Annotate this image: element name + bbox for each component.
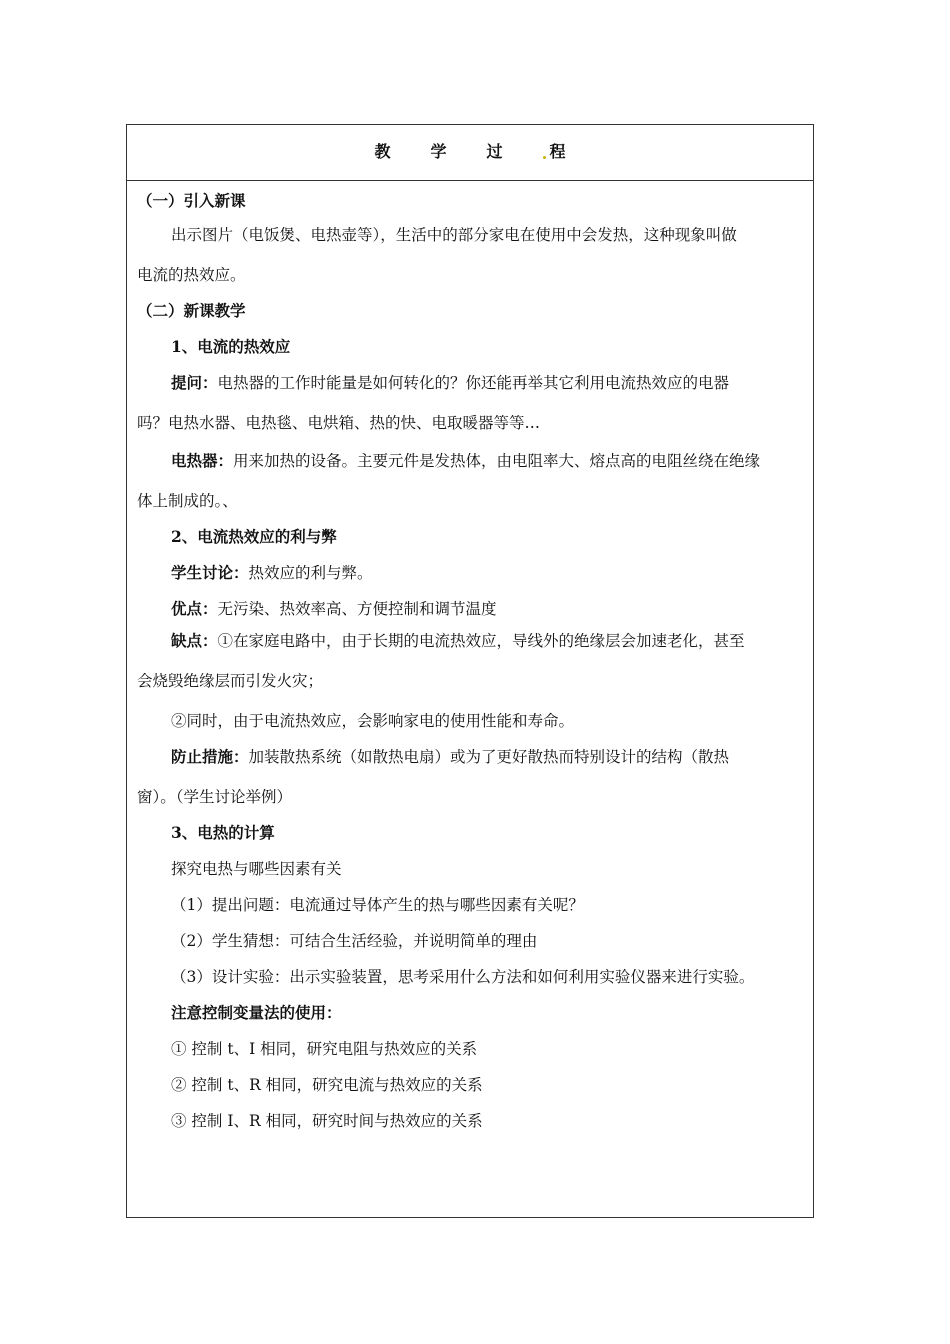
paragraph: ②同时，由于电流热效应，会影响家电的使用性能和寿命。 <box>171 712 575 730</box>
title-char: 学 <box>430 142 447 161</box>
paragraph <box>171 563 803 583</box>
paragraph-text: 无污染、热效率高、方便控制和调节温度 <box>217 600 497 618</box>
paragraph: 出示图片（电饭煲、电热壶等），生活中的部分家电在使用中会发热，这种现象叫做 <box>171 226 737 244</box>
paragraph: 电流的热效应。 <box>137 266 246 284</box>
list-item: （3）设计实验：出示实验装置，思考采用什么方法和如何利用实验仪器来进行实验。 <box>171 968 755 986</box>
paragraph: 会烧毁绝缘层而引发火灾； <box>137 672 324 690</box>
subheading: 注意控制变量法的使用： <box>171 1003 342 1022</box>
paragraph: 窗）。（学生讨论举例） <box>137 788 293 806</box>
paragraph-text: ①在家庭电路中，由于长期的电流热效应，导线外的绝缘层会加速老化，甚至 <box>217 632 745 650</box>
paragraph <box>171 451 803 471</box>
title-char: 程 <box>543 139 566 162</box>
subheading: 3、电热的计算 <box>171 823 275 842</box>
paragraph <box>171 599 803 619</box>
title-char: 教 <box>374 142 391 161</box>
list-item: ② 控制 t、R 相同，研究电流与热效应的关系 <box>171 1076 483 1094</box>
label: 提问： <box>171 373 218 392</box>
list-item: （2）学生猜想：可结合生活经验，并说明简单的理由 <box>171 932 538 950</box>
list-item: ③ 控制 I、R 相同，研究时间与热效应的关系 <box>171 1112 483 1130</box>
label: 学生讨论： <box>171 563 249 582</box>
mark-dot <box>543 156 546 159</box>
paragraph: 吗？电热水器、电热毯、电烘箱、热的快、电取暖器等等… <box>137 414 541 432</box>
subheading: 2、电流热效应的利与弊 <box>171 527 337 546</box>
paragraph-text: 热效应的利与弊。 <box>248 564 373 582</box>
list-item: ① 控制 t、I 相同，研究电阻与热效应的关系 <box>171 1040 478 1058</box>
title-char: 过 <box>486 142 503 161</box>
label: 电热器： <box>171 451 234 470</box>
paragraph-text: 加装散热系统（如散热电扇）或为了更好散热而特别设计的结构（散热 <box>248 748 730 766</box>
paragraph-text: 用来加热的设备。主要元件是发热体，由电阻率大、熔点高的电阻丝绕在绝缘 <box>233 452 761 470</box>
table-header <box>127 125 813 181</box>
section-1-heading: （一）引入新课 <box>137 191 246 210</box>
subheading: 1、电流的热效应 <box>171 337 291 356</box>
section-2-heading: （二）新课教学 <box>137 301 246 320</box>
paragraph: 探究电热与哪些因素有关 <box>171 860 342 878</box>
paragraph: 体上制成的。、 <box>137 492 238 510</box>
paragraph <box>171 373 803 393</box>
lesson-table <box>126 124 814 1218</box>
paragraph-text: 电热器的工作时能量是如何转化的？你还能再举其它利用电流热效应的电器 <box>217 374 730 392</box>
paragraph <box>171 631 803 651</box>
label: 防止措施： <box>171 747 249 766</box>
label: 优点： <box>171 599 218 618</box>
section-title <box>127 139 813 162</box>
label: 缺点： <box>171 631 218 650</box>
list-item: （1）提出问题：电流通过导体产生的热与哪些因素有关呢？ <box>171 896 584 914</box>
paragraph <box>171 747 803 767</box>
